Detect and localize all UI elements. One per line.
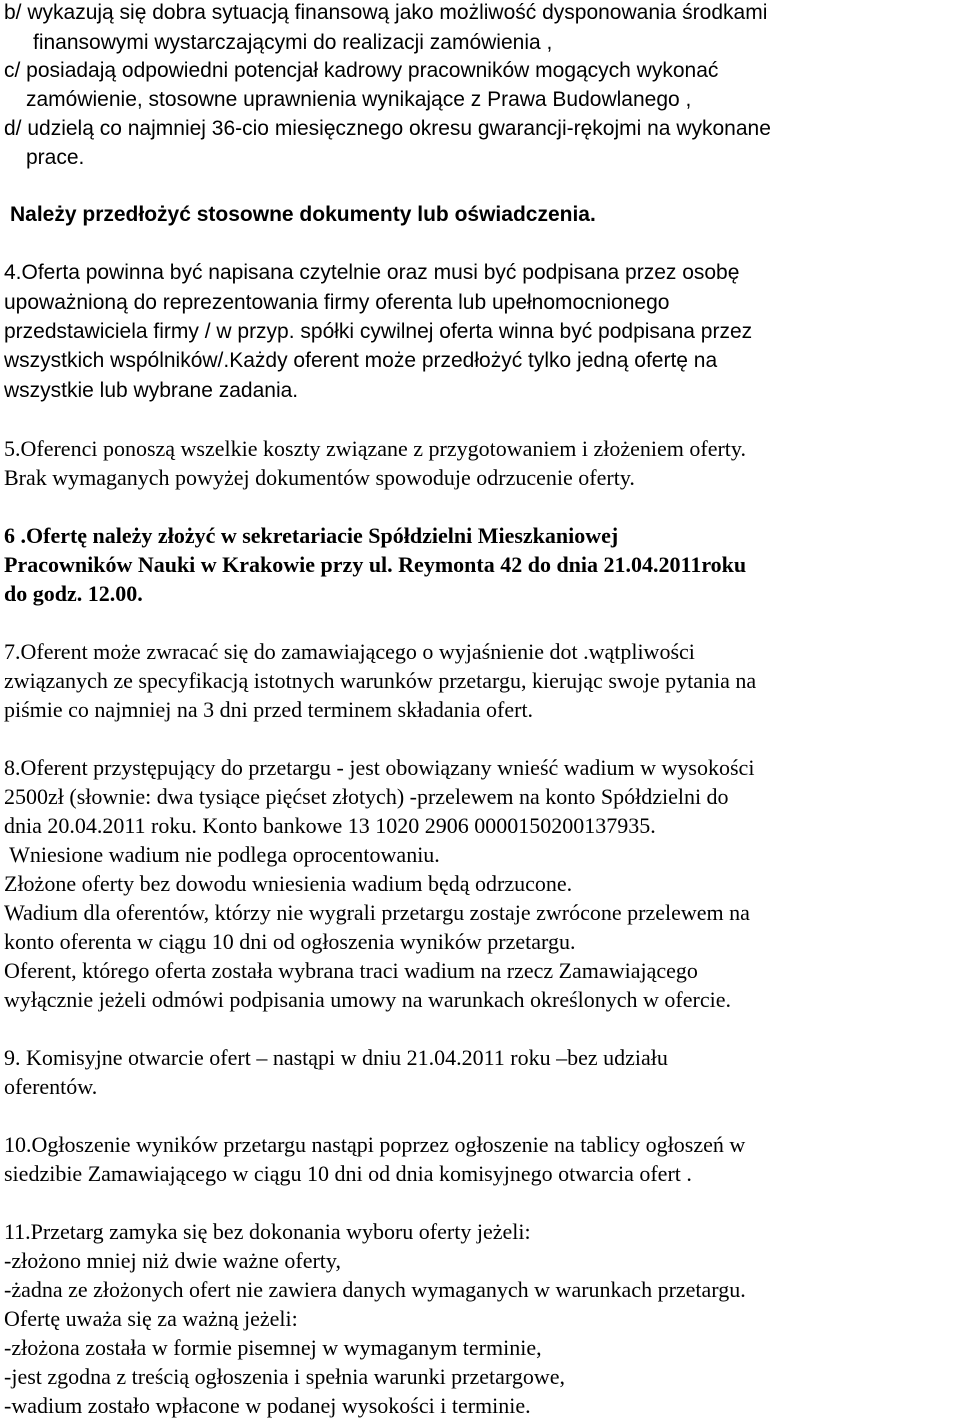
point-4-line-5: wszystkie lub wybrane zadania. — [4, 379, 299, 402]
condition-b-line-1: b/ wykazują się dobra sytuacją finansową jako możliwość dysponowania środkami — [4, 1, 768, 24]
point-7-line-3: piśmie co najmniej na 3 dni przed terminem składania ofert. — [4, 697, 534, 722]
point-8-line-5: Złożone oferty bez dowodu wniesienia wadium będą odrzucone. — [4, 871, 573, 896]
point-8-line-6: Wadium dla oferentów, którzy nie wygrali przetargu zostaje zwrócone przelewem na — [4, 900, 750, 925]
point-5-line-2: Brak wymaganych powyżej dokumentów spowoduje odrzucenie oferty. — [4, 465, 635, 490]
point-8-line-1: 8.Oferent przystępujący do przetargu - jest obowiązany wnieść wadium w wysokości — [4, 755, 755, 780]
point-6-line-2: Pracowników Nauki w Krakowie przy ul. Reymonta 42 do dnia 21.04.2011roku — [4, 552, 747, 577]
point-8-line-3: dnia 20.04.2011 roku. Konto bankowe 13 1020 2906 0000150200137935. — [4, 813, 656, 838]
point-7-line-1: 7.Oferent może zwracać się do zamawiającego o wyjaśnienie dot .wątpliwości — [4, 639, 695, 664]
point-11-line-5: -złożona została w formie pisemnej w wymaganym terminie, — [4, 1335, 542, 1360]
point-4-line-2: upoważnioną do reprezentowania firmy oferenta lub upełnomocnionego — [4, 291, 670, 314]
condition-c-line-2: zamówienie, stosowne uprawnienia wynikające z Prawa Budowlanego , — [26, 88, 692, 111]
point-7-line-2: związanych ze specyfikacją istotnych warunków przetargu, kierując swoje pytania na — [4, 668, 757, 693]
point-4-line-1: 4.Oferta powinna być napisana czytelnie oraz musi być podpisana przez osobę — [4, 261, 740, 284]
point-9-line-1: 9. Komisyjne otwarcie ofert – nastąpi w dniu 21.04.2011 roku –bez udziału — [4, 1045, 668, 1070]
point-10-line-2: siedzibie Zamawiającego w ciągu 10 dni od dnia komisyjnego otwarcia ofert . — [4, 1161, 692, 1186]
point-11-line-2: -złożono mniej niż dwie ważne oferty, — [4, 1248, 341, 1273]
point-8-line-2: 2500zł (słownie: dwa tysiące pięćset złotych) -przelewem na konto Spółdzielni do — [4, 784, 729, 809]
point-11-line-4: Ofertę uważa się za ważną jeżeli: — [4, 1306, 298, 1331]
point-6-line-1: 6 .Ofertę należy złożyć w sekretariacie Spółdzielni Mieszkaniowej — [4, 523, 619, 548]
point-8-line-9: wyłącznie jeżeli odmówi podpisania umowy na warunkach określonych w ofercie. — [4, 987, 731, 1012]
point-8-line-8: Oferent, którego oferta została wybrana traci wadium na rzecz Zamawiającego — [4, 958, 698, 983]
condition-d-line-1: d/ udzielą co najmniej 36-cio miesięcznego okresu gwarancji-rękojmi na wykonane — [4, 117, 771, 140]
point-11-line-3: -żadna ze złożonych ofert nie zawiera danych wymaganych w warunkach przetargu. — [4, 1277, 746, 1302]
point-6-line-3: do godz. 12.00. — [4, 581, 143, 606]
point-4-line-3: przedstawiciela firmy / w przyp. spółki cywilnej oferta winna być podpisana przez — [4, 320, 753, 343]
point-8-line-4: Wniesione wadium nie podlega oprocentowaniu. — [4, 842, 440, 867]
documents-note: Należy przedłożyć stosowne dokumenty lub oświadczenia. — [10, 203, 596, 226]
point-4-line-4: wszystkich wspólników/.Każdy oferent może przedłożyć tylko jedną ofertę na — [4, 349, 718, 372]
point-8-line-7: konto oferenta w ciągu 10 dni od ogłoszenia wyników przetargu. — [4, 929, 576, 954]
condition-c-line-1: c/ posiadają odpowiedni potencjał kadrowy pracowników mogących wykonać — [4, 59, 719, 82]
point-9-line-2: oferentów. — [4, 1074, 98, 1099]
condition-d-line-2: prace. — [26, 146, 85, 169]
condition-b-line-2: finansowymi wystarczającymi do realizacji zamówienia , — [33, 31, 553, 54]
point-11-line-7: -wadium zostało wpłacone w podanej wysokości i terminie. — [4, 1393, 531, 1418]
point-11-line-1: 11.Przetarg zamyka się bez dokonania wyboru oferty jeżeli: — [4, 1219, 531, 1244]
point-10-line-1: 10.Ogłoszenie wyników przetargu nastąpi poprzez ogłoszenie na tablicy ogłoszeń w — [4, 1132, 746, 1157]
point-11-line-6: -jest zgodna z treścią ogłoszenia i spełnia warunki przetargowe, — [4, 1364, 565, 1389]
point-5-line-1: 5.Oferenci ponoszą wszelkie koszty związane z przygotowaniem i złożeniem oferty. — [4, 436, 746, 461]
